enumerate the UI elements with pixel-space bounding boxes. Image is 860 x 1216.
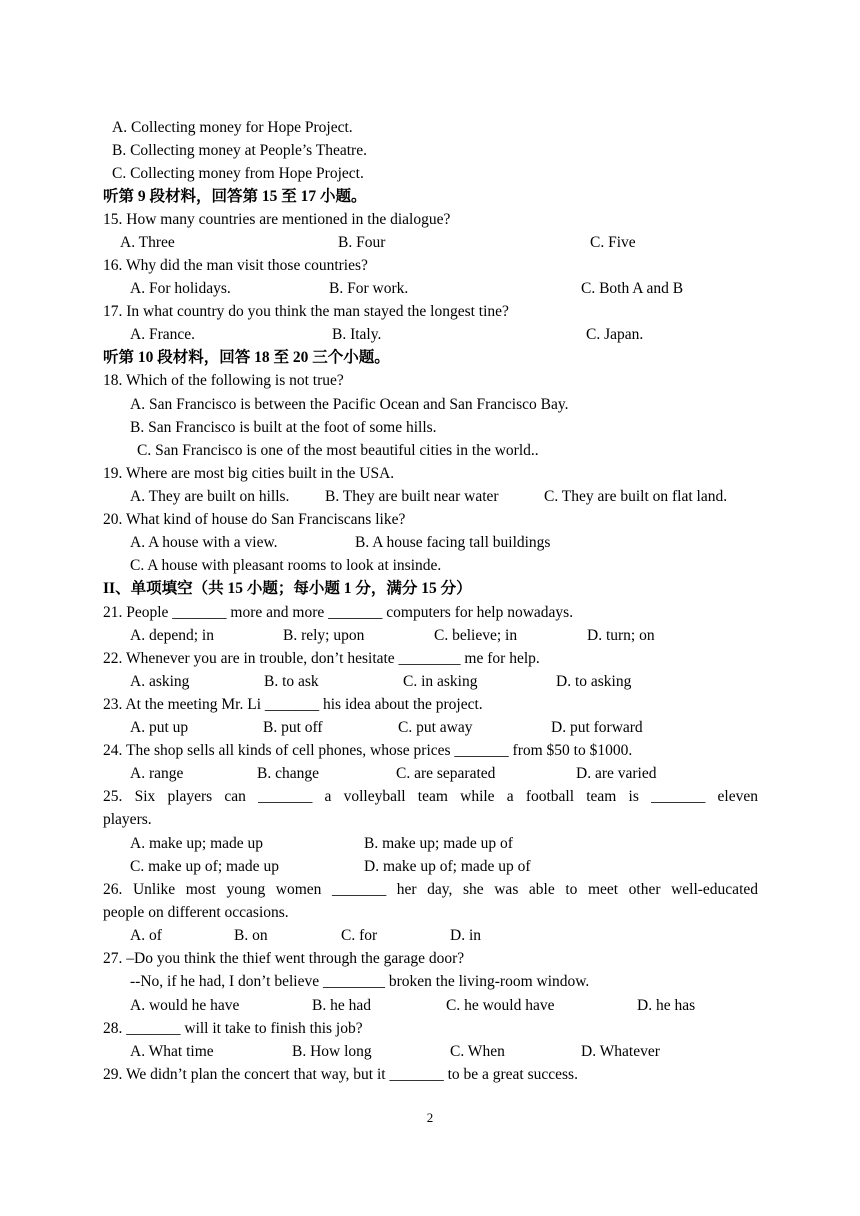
q28-option-c: C. When [450,1043,505,1060]
q25-stem-line-2: players. [103,811,152,828]
q27-option-d: D. he has [637,997,696,1014]
q16-option-b: B. For work. [329,280,409,297]
q26-option-c: C. for [341,927,378,944]
q18-stem: 18. Which of the following is not true? [103,372,344,389]
q21-stem: 21. People _______ more and more _______ computers for help nowadays. [103,604,574,621]
q14-option-b: B. Collecting money at People’s Theatre. [112,142,367,159]
q17-option-c: C. Japan. [586,326,644,343]
section-10-heading: 听第 10 段材料，回答 18 至 20 三个小题。 [103,349,390,366]
q22-option-c: C. in asking [403,673,478,690]
q22-stem: 22. Whenever you are in trouble, don’t hesitate ________ me for help. [103,650,540,667]
q26-stem-line-2: people on different occasions. [103,904,289,921]
q23-option-d: D. put forward [551,719,643,736]
q18-option-c: C. San Francisco is one of the most beautiful cities in the world.. [137,442,539,459]
q25-option-d: D. make up of; made up of [364,858,531,875]
q24-option-d: D. are varied [576,765,657,782]
section-ii-heading: II、单项填空（共 15 小题；每小题 1 分，满分 15 分） [103,580,472,597]
q15-option-c: C. Five [590,234,636,251]
q26-stem-line-1: 26. Unlike most young women _______ her day, she was able to meet other well-educated [103,881,758,898]
q23-option-c: C. put away [398,719,473,736]
q26-option-d: D. in [450,927,481,944]
q25-option-a: A. make up; made up [130,835,264,852]
q24-option-c: C. are separated [396,765,496,782]
page-number: 2 [426,1110,434,1125]
q15-stem: 15. How many countries are mentioned in the dialogue? [103,211,451,228]
q16-option-c: C. Both A and B [581,280,684,297]
q24-option-a: A. range [130,765,184,782]
q14-option-c: C. Collecting money from Hope Project. [112,165,364,182]
q16-stem: 16. Why did the man visit those countries? [103,257,368,274]
q15-option-b: B. Four [338,234,386,251]
q26-option-a: A. of [130,927,162,944]
q19-stem: 19. Where are most big cities built in the USA. [103,465,395,482]
section-9-heading: 听第 9 段材料，回答第 15 至 17 小题。 [103,188,367,205]
q29-stem: 29. We didn’t plan the concert that way, but it _______ to be a great success. [103,1066,578,1083]
q21-option-b: B. rely; upon [283,627,365,644]
q28-option-a: A. What time [130,1043,214,1060]
q19-option-a: A. They are built on hills. [130,488,290,505]
q27-response: --No, if he had, I don’t believe ________ broken the living-room window. [130,973,590,990]
q18-option-b: B. San Francisco is built at the foot of some hills. [130,419,437,436]
q22-option-a: A. asking [130,673,190,690]
q23-stem: 23. At the meeting Mr. Li _______ his idea about the project. [103,696,483,713]
q28-stem: 28. _______ will it take to finish this job? [103,1020,363,1037]
q20-option-c: C. A house with pleasant rooms to look at insinde. [130,557,442,574]
q18-option-a: A. San Francisco is between the Pacific Ocean and San Francisco Bay. [130,396,569,413]
q20-stem: 20. What kind of house do San Franciscans like? [103,511,406,528]
q20-option-a: A. A house with a view. [130,534,278,551]
q28-option-b: B. How long [292,1043,372,1060]
q25-stem-line-1: 25. Six players can _______ a volleyball team while a football team is _______ eleven [103,788,758,805]
q15-option-a: A. Three [120,234,175,251]
q16-option-a: A. For holidays. [130,280,231,297]
q21-option-c: C. believe; in [434,627,518,644]
q27-option-a: A. would he have [130,997,240,1014]
q17-option-a: A. France. [130,326,195,343]
q21-option-a: A. depend; in [130,627,214,644]
q27-option-b: B. he had [312,997,371,1014]
q21-option-d: D. turn; on [587,627,655,644]
q23-option-b: B. put off [263,719,323,736]
q17-stem: 17. In what country do you think the man stayed the longest tine? [103,303,509,320]
q24-stem: 24. The shop sells all kinds of cell phones, whose prices _______ from $50 to $1000. [103,742,633,759]
q22-option-d: D. to asking [556,673,632,690]
q23-option-a: A. put up [130,719,189,736]
q20-option-b: B. A house facing tall buildings [355,534,551,551]
q28-option-d: D. Whatever [581,1043,660,1060]
q19-option-b: B. They are built near water [325,488,499,505]
q27-option-c: C. he would have [446,997,555,1014]
q24-option-b: B. change [257,765,319,782]
q27-stem: 27. –Do you think the thief went through the garage door? [103,950,465,967]
q26-option-b: B. on [234,927,268,944]
q19-option-c: C. They are built on flat land. [544,488,728,505]
q22-option-b: B. to ask [264,673,319,690]
q17-option-b: B. Italy. [332,326,382,343]
q25-option-b: B. make up; made up of [364,835,513,852]
q25-option-c: C. make up of; made up [130,858,279,875]
q14-option-a: A. Collecting money for Hope Project. [112,119,353,136]
